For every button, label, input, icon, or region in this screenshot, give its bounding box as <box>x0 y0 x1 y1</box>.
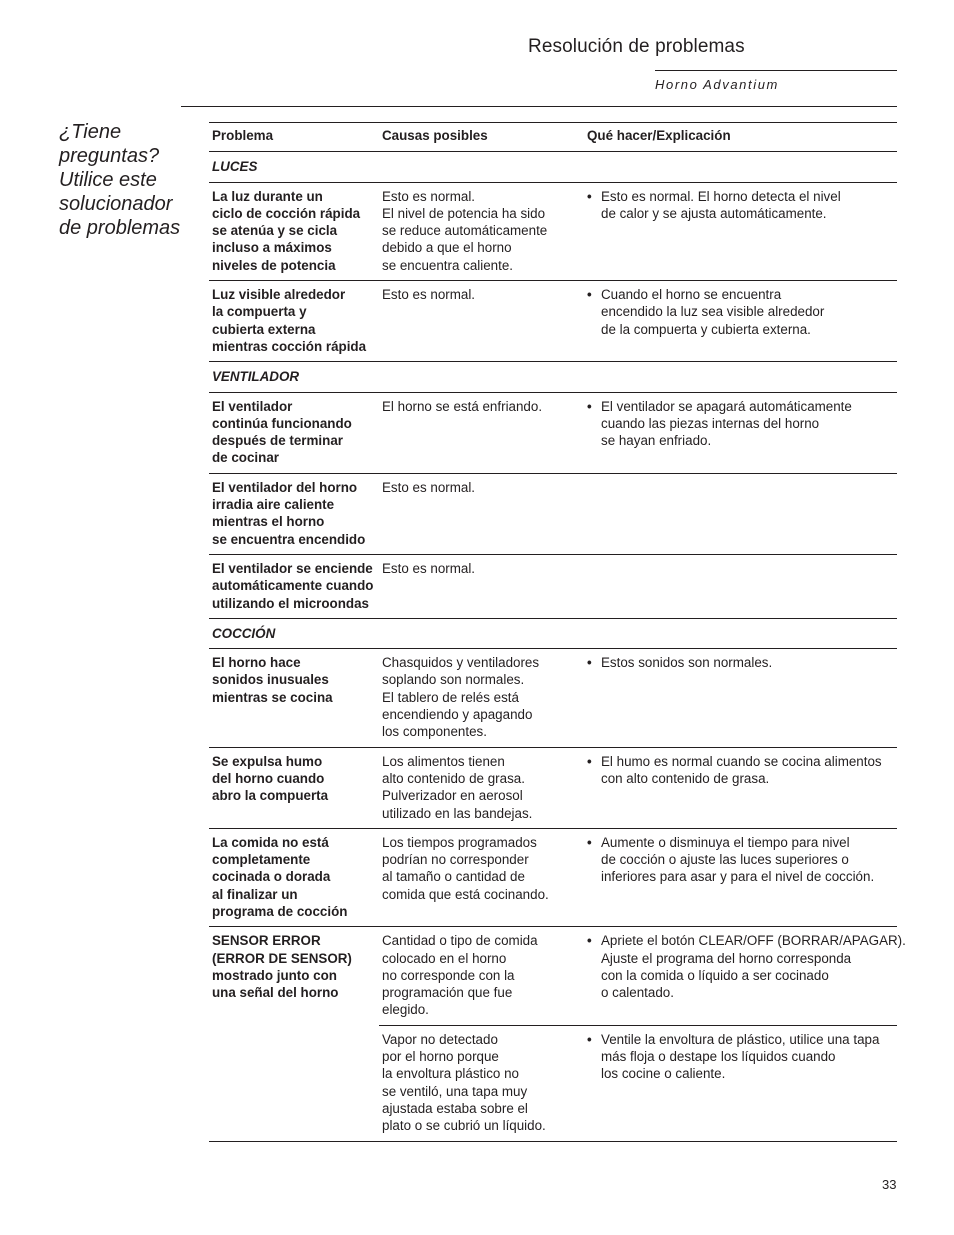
problem-line: La comida no está <box>212 834 329 850</box>
cause-line: Cantidad o tipo de comida <box>382 933 538 949</box>
cause-line: Esto es normal. <box>382 287 476 303</box>
solution-bullet <box>587 286 894 338</box>
solution-line: cuando las piezas internas del horno <box>601 415 820 431</box>
solution-bullet <box>587 834 894 886</box>
bullet-icon: • <box>587 655 592 671</box>
section-title: LUCES <box>209 152 897 182</box>
bullet-icon: • <box>587 398 592 414</box>
cause-line: Esto es normal. <box>382 560 476 576</box>
cause-line: alto contenido de grasa. <box>382 770 525 786</box>
table-row <box>209 747 897 828</box>
solution-cell <box>584 927 906 1025</box>
solution-line: inferiores para asar y para el nivel de cocción. <box>601 869 875 885</box>
problem-line: se encuentra encendido <box>212 531 366 547</box>
problem-cell <box>209 649 379 747</box>
solution-line: de calor y se ajusta automáticamente. <box>601 205 827 221</box>
cause-cell <box>379 554 584 618</box>
problem-line: sonidos inusuales <box>212 672 329 688</box>
problem-line: El horno hace <box>212 655 301 671</box>
cause-line: utilizado en las bandejas. <box>382 805 533 821</box>
table-row <box>209 649 897 747</box>
problem-line: mientras se cocina <box>212 689 333 705</box>
solution-line: más floja o destape los líquidos cuando <box>601 1049 836 1065</box>
problem-line: utilizando el microondas <box>212 595 369 611</box>
sidebar-heading-line: de problemas <box>59 217 181 239</box>
cause-line: plato o se cubrió un líquido. <box>382 1118 546 1134</box>
troubleshooting-table <box>209 122 906 1142</box>
cause-line: El tablero de relés está <box>382 689 519 705</box>
bullet-icon: • <box>587 1031 592 1047</box>
solution-cell <box>584 392 897 473</box>
cause-line: soplando son normales. <box>382 672 525 688</box>
cause-line: programación que fue <box>382 985 513 1001</box>
cause-line: los componentes. <box>382 724 487 740</box>
solution-line: o calentado. <box>601 985 674 1001</box>
cause-line: ajustada estaba sobre el <box>382 1100 528 1116</box>
solution-text <box>601 1031 879 1083</box>
page-subtitle: Horno Advantium <box>655 77 779 92</box>
solution-line: se hayan enfriado. <box>601 433 712 449</box>
troubleshooting-table-wrapper <box>209 122 906 1142</box>
cause-line: Vapor no detectado <box>382 1031 498 1047</box>
problem-cell <box>209 281 379 362</box>
bullet-icon: • <box>587 188 592 204</box>
problem-line: después de terminar <box>212 433 343 449</box>
solution-line: El ventilador se apagará automáticamente <box>601 398 852 414</box>
problem-cell <box>209 392 379 473</box>
section-row <box>209 152 897 182</box>
cause-line: El nivel de potencia ha sido <box>382 205 546 221</box>
solution-line: con alto contenido de grasa. <box>601 770 770 786</box>
problem-cell <box>209 828 379 926</box>
solution-cell <box>584 473 897 554</box>
section-title: VENTILADOR <box>209 362 897 392</box>
problem-line: una señal del horno <box>212 985 339 1001</box>
solution-line: encendido la luz sea visible alrededor <box>601 304 825 320</box>
problem-cell <box>209 927 379 1025</box>
cause-line: la envoltura plástico no <box>382 1066 519 1082</box>
solution-text <box>601 753 882 788</box>
cause-cell <box>379 281 584 362</box>
section-row <box>209 362 897 392</box>
cause-line: no corresponde con la <box>382 967 515 983</box>
problem-line: continúa funcionando <box>212 415 352 431</box>
solution-cell <box>584 828 897 926</box>
problem-line: mostrado junto con <box>212 967 337 983</box>
problem-line: El ventilador del horno <box>212 479 358 495</box>
cause-line: encendiendo y apagando <box>382 707 533 723</box>
problem-line: cubierta externa <box>212 321 316 337</box>
section-title: COCCIÓN <box>209 618 897 648</box>
section-row <box>209 618 897 648</box>
problem-cell <box>209 554 379 618</box>
solution-line: Estos sonidos son normales. <box>601 655 773 671</box>
table-row <box>209 392 897 473</box>
cause-line: por el horno porque <box>382 1049 499 1065</box>
problem-line: La luz durante un <box>212 188 323 204</box>
problem-line: completamente <box>212 852 311 868</box>
solution-line: con la comida o líquido a ser cocinado <box>601 967 829 983</box>
table-row <box>209 182 897 280</box>
solution-bullet <box>587 753 894 788</box>
solution-line: de la compuerta y cubierta externa. <box>601 321 811 337</box>
solution-cell <box>584 554 897 618</box>
solution-text <box>601 398 852 450</box>
problem-line: la compuerta y <box>212 304 307 320</box>
problem-line: El ventilador se enciende <box>212 560 373 576</box>
table-header-row <box>209 123 897 152</box>
problem-line: abro la compuerta <box>212 788 329 804</box>
page-number: 33 <box>882 1177 897 1192</box>
sidebar-heading-line: ¿Tiene <box>59 121 122 143</box>
problem-line: (ERROR DE SENSOR) <box>212 950 352 966</box>
table-row <box>209 828 897 926</box>
table-row <box>209 1025 897 1141</box>
problem-line: se atenúa y se cicla <box>212 223 338 239</box>
problem-line: niveles de potencia <box>212 257 336 273</box>
bullet-icon: • <box>587 287 592 303</box>
problem-line: Se expulsa humo <box>212 753 323 769</box>
solution-cell <box>584 1025 897 1141</box>
solution-bullet <box>587 398 894 450</box>
cause-line: podrían no corresponder <box>382 852 529 868</box>
solution-line: Cuando el horno se encuentra <box>601 287 782 303</box>
solution-bullet <box>587 932 906 1001</box>
cause-line: elegido. <box>382 1002 429 1018</box>
solution-line: los cocine o caliente. <box>601 1066 726 1082</box>
problem-cell <box>209 1025 379 1141</box>
problem-cell <box>209 747 379 828</box>
solution-text <box>601 654 772 671</box>
solution-line: Ajuste el programa del horno corresponda <box>601 950 852 966</box>
solution-text <box>601 286 824 338</box>
solution-line: Apriete el botón CLEAR/OFF (BORRAR/APAGAR). <box>601 933 906 949</box>
solution-cell <box>584 747 897 828</box>
cause-cell <box>379 649 584 747</box>
sidebar-heading <box>59 120 199 240</box>
column-header-problem: Problema <box>209 123 379 152</box>
problem-line: cocinada o dorada <box>212 869 331 885</box>
problem-cell <box>209 473 379 554</box>
cause-cell <box>379 1025 584 1141</box>
cause-line: colocado en el horno <box>382 950 507 966</box>
solution-bullet <box>587 1031 894 1083</box>
solution-line: de cocción o ajuste las luces superiores o <box>601 852 849 868</box>
cause-line: Chasquidos y ventiladores <box>382 655 540 671</box>
sidebar-heading-line: solucionador <box>59 193 173 215</box>
cause-cell <box>379 473 584 554</box>
problem-line: automáticamente cuando <box>212 578 374 594</box>
cause-cell <box>379 182 584 280</box>
problem-line: irradia aire caliente <box>212 497 335 513</box>
problem-line: ciclo de cocción rápida <box>212 205 361 221</box>
table-row <box>209 473 897 554</box>
problem-line: El ventilador <box>212 398 293 414</box>
solution-line: El humo es normal cuando se cocina alimentos <box>601 753 882 769</box>
cause-line: Pulverizador en aerosol <box>382 788 523 804</box>
cause-cell <box>379 392 584 473</box>
cause-line: Los alimentos tienen <box>382 753 505 769</box>
cause-line: comida que está cocinando. <box>382 886 549 902</box>
solution-text <box>601 932 906 1001</box>
cause-line: se reduce automáticamente <box>382 223 548 239</box>
problem-line: SENSOR ERROR <box>212 933 321 949</box>
title-rule <box>655 70 897 71</box>
problem-line: del horno cuando <box>212 770 325 786</box>
column-header-causes: Causas posibles <box>379 123 584 152</box>
cause-line: Esto es normal. <box>382 188 476 204</box>
bullet-icon: • <box>587 753 592 769</box>
page-title: Resolución de problemas <box>528 36 745 57</box>
bullet-icon: • <box>587 933 592 949</box>
solution-line: Esto es normal. El horno detecta el nivel <box>601 188 841 204</box>
table-row <box>209 554 897 618</box>
solution-line: Ventile la envoltura de plástico, utilice una tapa <box>601 1031 880 1047</box>
solution-cell <box>584 649 897 747</box>
problem-line: de cocinar <box>212 450 279 466</box>
cause-cell <box>379 747 584 828</box>
solution-line: Aumente o disminuya el tiempo para nivel <box>601 834 850 850</box>
column-header-solution: Qué hacer/Explicación <box>584 123 897 152</box>
solution-bullet <box>587 188 894 223</box>
table-body <box>209 152 906 1141</box>
cause-cell <box>379 828 584 926</box>
cause-cell <box>379 927 584 1025</box>
problem-line: incluso a máximos <box>212 240 332 256</box>
problem-line: mientras el horno <box>212 514 325 530</box>
table-row <box>209 281 897 362</box>
solution-text <box>601 834 874 886</box>
problem-line: Luz visible alrededor <box>212 287 346 303</box>
cause-line: Esto es normal. <box>382 479 476 495</box>
solution-cell <box>584 182 897 280</box>
table-row <box>209 927 897 1025</box>
cause-line: se ventiló, una tapa muy <box>382 1083 528 1099</box>
cause-line: Los tiempos programados <box>382 834 537 850</box>
solution-text <box>601 188 841 223</box>
problem-cell <box>209 182 379 280</box>
problem-line: al finalizar un <box>212 886 298 902</box>
cause-line: debido a que el horno <box>382 240 512 256</box>
bullet-icon: • <box>587 834 592 850</box>
problem-line: programa de cocción <box>212 903 348 919</box>
solution-bullet <box>587 654 894 671</box>
sidebar-heading-line: preguntas? <box>59 145 160 167</box>
cause-line: El horno se está enfriando. <box>382 398 543 414</box>
top-divider <box>181 106 897 107</box>
problem-line: mientras cocción rápida <box>212 338 367 354</box>
cause-line: al tamaño o cantidad de <box>382 869 525 885</box>
sidebar-heading-line: Utilice este <box>59 169 157 191</box>
solution-cell <box>584 281 897 362</box>
cause-line: se encuentra caliente. <box>382 257 514 273</box>
